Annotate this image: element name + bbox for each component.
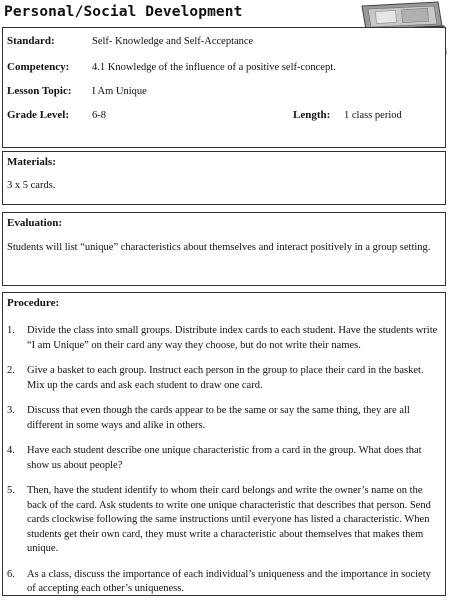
- procedure-step: [7, 404, 439, 433]
- step-number: 3.: [7, 405, 15, 416]
- grade-level-label: Grade Level:: [7, 109, 70, 121]
- procedure-step: [7, 364, 439, 393]
- step-text: Divide the class into small groups. Distribute index cards to each student. Have the students write “I am Unique” on their card any way they choose, but do not write their names.: [27, 325, 438, 351]
- step-number: 4.: [7, 445, 15, 456]
- materials-title: Materials:: [7, 156, 56, 168]
- procedure-steps-list: [7, 324, 439, 608]
- length-label: Length:: [293, 109, 331, 121]
- standard-label: Standard:: [7, 35, 55, 47]
- procedure-step: [7, 568, 439, 597]
- procedure-step: [7, 444, 439, 473]
- evaluation-panel: [2, 212, 446, 286]
- lesson-topic-value: I Am Unique: [92, 86, 147, 97]
- procedure-step: [7, 324, 439, 353]
- lesson-header-panel: [2, 27, 446, 148]
- step-number: 5.: [7, 485, 15, 496]
- competency-label: Competency:: [7, 61, 70, 73]
- step-text: Have each student describe one unique characteristic from a card in the group. What does that show us about people?: [27, 445, 422, 471]
- step-number: 1.: [7, 325, 15, 336]
- evaluation-text: Students will list “unique” characteristics about themselves and interact positively in a group setting.: [7, 242, 431, 253]
- procedure-step: [7, 484, 439, 557]
- length-value: 1 class period: [344, 110, 402, 121]
- grade-level-value: 6-8: [92, 110, 106, 121]
- step-number: 6.: [7, 568, 15, 580]
- procedure-title: Procedure:: [7, 297, 60, 309]
- standard-value: Self- Knowledge and Self-Acceptance: [92, 36, 254, 47]
- competency-value: 4.1 Knowledge of the influence of a positive self-concept.: [92, 62, 336, 73]
- lesson-topic-label: Lesson Topic:: [7, 85, 72, 97]
- page-title: Personal/Social Development: [4, 4, 243, 20]
- step-text: Give a basket to each group. Instruct each person in the group to place their card in the basket. Mix up the cards and ask each student to draw one card.: [27, 365, 424, 391]
- step-text: Discuss that even though the cards appear to be the same or say the same thing, they are all different in some ways and alike in others.: [27, 405, 410, 431]
- materials-text: 3 x 5 cards.: [7, 180, 56, 191]
- procedure-panel: [2, 292, 446, 596]
- step-number: 2.: [7, 365, 15, 376]
- step-text: As a class, discuss the importance of each individual’s uniqueness and the importance in society of accepting each other’s uniqueness.: [27, 568, 431, 594]
- evaluation-title: Evaluation:: [7, 217, 63, 229]
- materials-panel: [2, 151, 446, 205]
- step-text: Then, have the student identify to whom their card belongs and write the owner’s name on the back of the card. Ask students to write one unique characteristic that describes that person. Send cards clockwise following the same instructions until everyone has listed a characteristic. When students get their own card, they must write a characteristic about themselves that makes them unique.: [27, 485, 431, 554]
